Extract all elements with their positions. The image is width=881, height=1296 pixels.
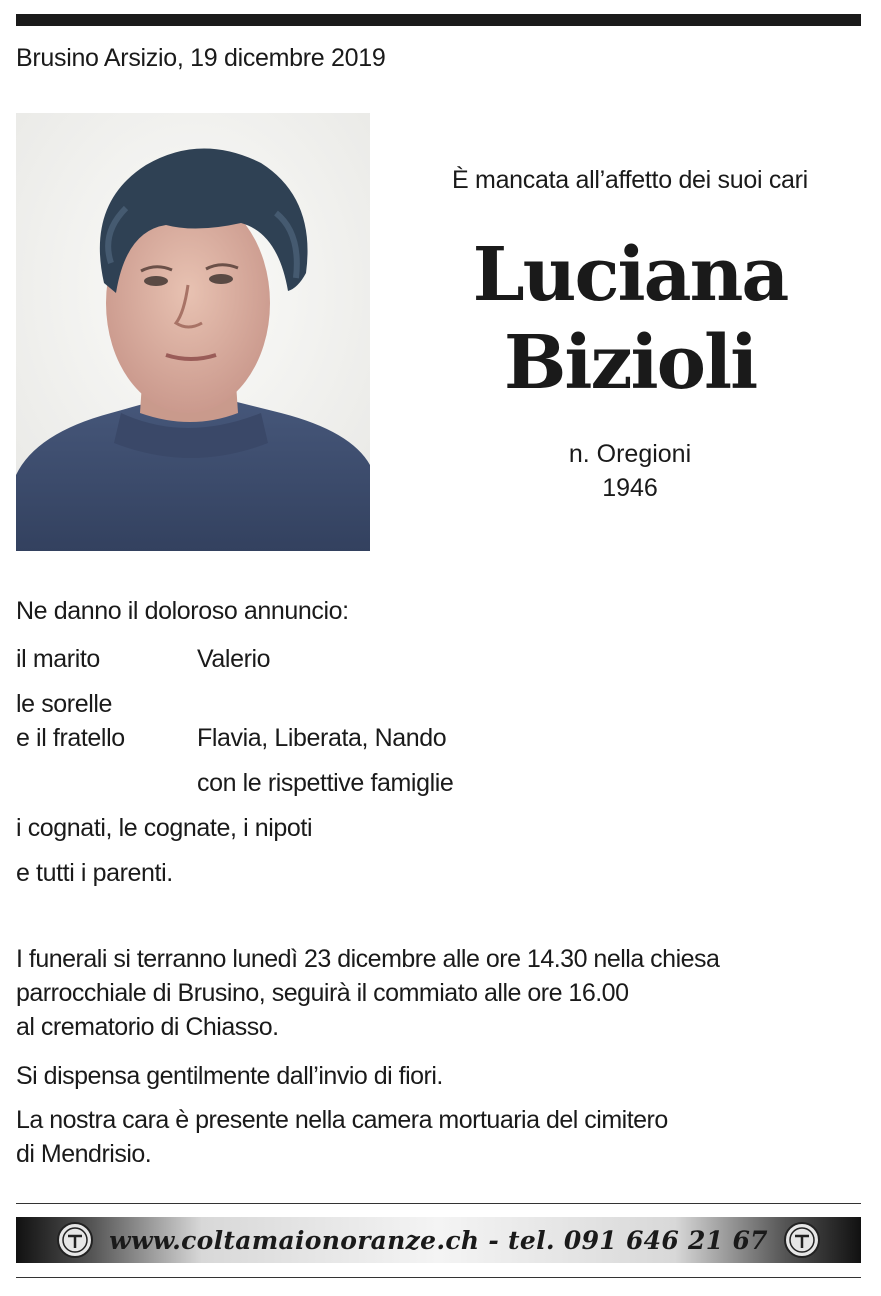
footer-contact: www.coltamaionoranze.ch - tel. 091 646 21 67 [109,1225,768,1255]
relation-brother: e il fratello [16,724,125,752]
relation-husband: il marito [16,645,100,673]
funeral-home-logo-right [783,1221,821,1259]
footer-rule-top [16,1203,861,1204]
top-rule [16,14,861,26]
flowers-note: Si dispensa gentilmente dall’invio di fiori. [16,1062,443,1090]
portrait-photo [16,113,370,551]
footer-banner [16,1217,861,1263]
funeral-paragraph [16,942,861,1044]
relation-sisters: le sorelle [16,690,113,718]
footer-rule-bottom [16,1277,861,1278]
birth-year: 1946 [602,474,658,502]
last-name: Bizioli [503,320,757,406]
intro-text: È mancata all’affetto dei suoi cari [452,166,808,194]
funeral-line-2: parrocchiale di Brusino, seguirà il commiato alle ore 16.00 [16,979,629,1007]
families-text: con le rispettive famiglie [197,769,454,797]
funeral-home-logo-left [56,1221,94,1259]
relatives-text: e tutti i parenti. [16,859,173,887]
funeral-line-1: I funerali si terranno lunedì 23 dicembre alle ore 14.30 nella chiesa [16,945,720,973]
presence-line-1: La nostra cara è presente nella camera mortuaria del cimitero [16,1106,668,1134]
first-name: Luciana [472,232,788,318]
names-siblings: Flavia, Liberata, Nando [197,724,447,752]
name-husband: Valerio [197,645,271,673]
maiden-name: n. Oregioni [568,440,692,468]
funeral-line-3: al crematorio di Chiasso. [16,1013,279,1041]
presence-line-2: di Mendrisio. [16,1140,152,1168]
presence-paragraph [16,1103,861,1171]
announcement-lead: Ne danno il doloroso annuncio: [16,597,349,625]
others-text: i cognati, le cognate, i nipoti [16,814,313,842]
place-date: Brusino Arsizio, 19 dicembre 2019 [16,44,386,72]
